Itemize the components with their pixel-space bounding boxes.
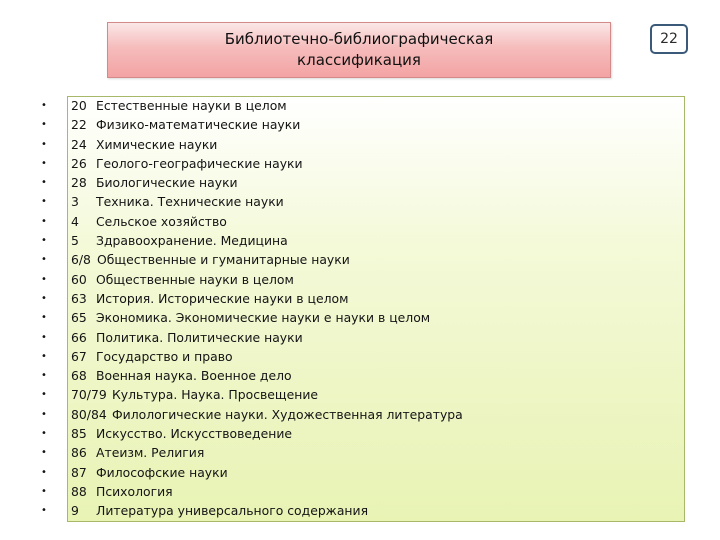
class-code: 70/79 (71, 387, 107, 403)
list-item (0, 443, 720, 462)
list-item (0, 115, 720, 134)
class-code: 22 (71, 117, 87, 133)
class-code: 68 (71, 368, 87, 384)
class-code: 60 (71, 271, 87, 287)
class-code: 85 (71, 426, 87, 442)
classification-list (0, 96, 720, 521)
list-item (0, 250, 720, 269)
list-item (0, 212, 720, 231)
page-number: 22 (650, 24, 688, 54)
list-item (0, 482, 720, 501)
list-item (0, 231, 720, 250)
class-label: Физико-математические науки (96, 117, 301, 133)
class-label: Военная наука. Военное дело (96, 368, 292, 384)
bullet-icon: • (41, 331, 47, 343)
list-item (0, 308, 720, 327)
bullet-icon: • (41, 447, 47, 459)
list-item (0, 289, 720, 308)
class-label: Психология (96, 483, 173, 499)
class-label: Сельское хозяйство (96, 213, 227, 229)
class-label: Общественные и гуманитарные науки (97, 252, 350, 268)
list-item (0, 328, 720, 347)
bullet-icon: • (41, 292, 47, 304)
list-item (0, 405, 720, 424)
class-code: 66 (71, 329, 87, 345)
list-item (0, 173, 720, 192)
list-item (0, 135, 720, 154)
class-label: Государство и право (96, 348, 233, 364)
bullet-icon: • (41, 273, 47, 285)
class-code: 24 (71, 136, 87, 152)
list-item (0, 424, 720, 443)
class-code: 20 (71, 98, 87, 113)
list-item (0, 366, 720, 385)
class-label: Естественные науки в целом (96, 98, 287, 113)
class-code: 28 (71, 175, 87, 191)
list-item (0, 96, 720, 115)
list-item (0, 347, 720, 366)
bullet-icon: • (41, 157, 47, 169)
bullet-icon: • (41, 408, 47, 420)
class-code: 3 (71, 194, 79, 210)
class-code: 80/84 (71, 406, 107, 422)
class-label: Техника. Технические науки (96, 194, 284, 210)
class-label: Здравоохранение. Медицина (96, 233, 288, 249)
bullet-icon: • (41, 370, 47, 382)
class-code: 65 (71, 310, 87, 326)
list-item (0, 501, 720, 520)
class-code: 26 (71, 155, 87, 171)
bullet-icon: • (41, 389, 47, 401)
class-label: Геолого-географические науки (96, 155, 303, 171)
bullet-icon: • (41, 254, 47, 266)
list-item (0, 463, 720, 482)
bullet-icon: • (41, 138, 47, 150)
bullet-icon: • (41, 235, 47, 247)
class-code: 87 (71, 464, 87, 480)
list-item (0, 385, 720, 404)
bullet-icon: • (41, 466, 47, 478)
class-label: Искусство. Искусствоведение (96, 426, 293, 442)
title-line-2: классификация (297, 51, 421, 69)
class-label: Филологические науки. Художественная литература (112, 406, 463, 422)
bullet-icon: • (41, 119, 47, 131)
class-code: 88 (71, 483, 87, 499)
class-code: 9 (71, 503, 79, 519)
class-code: 5 (71, 233, 79, 249)
title-box (107, 22, 611, 78)
bullet-icon: • (41, 215, 47, 227)
class-code: 63 (71, 290, 87, 306)
class-label: Политика. Политические науки (96, 329, 303, 345)
class-label: История. Исторические науки в целом (96, 290, 349, 306)
bullet-icon: • (41, 505, 47, 517)
bullet-icon: • (41, 312, 47, 324)
class-label: Философские науки (96, 464, 228, 480)
class-code: 67 (71, 348, 87, 364)
list-item (0, 154, 720, 173)
class-label: Атеизм. Религия (96, 445, 205, 461)
list-item (0, 192, 720, 211)
class-label: Химические науки (96, 136, 218, 152)
bullet-icon: • (41, 196, 47, 208)
class-label: Культура. Наука. Просвещение (112, 387, 319, 403)
class-code: 86 (71, 445, 87, 461)
bullet-icon: • (41, 485, 47, 497)
bullet-icon: • (41, 177, 47, 189)
bullet-icon: • (41, 100, 47, 111)
class-code: 6/8 (71, 252, 91, 268)
list-item (0, 270, 720, 289)
title-line-1: Библиотечно-библиографическая (224, 30, 494, 48)
class-code: 4 (71, 213, 79, 229)
class-label: Литература универсального содержания (96, 503, 369, 519)
bullet-icon: • (41, 428, 47, 440)
class-label: Биологические науки (96, 175, 238, 191)
bullet-icon: • (41, 350, 47, 362)
class-label: Общественные науки в целом (96, 271, 294, 287)
class-label: Экономика. Экономические науки е науки в целом (96, 310, 431, 326)
